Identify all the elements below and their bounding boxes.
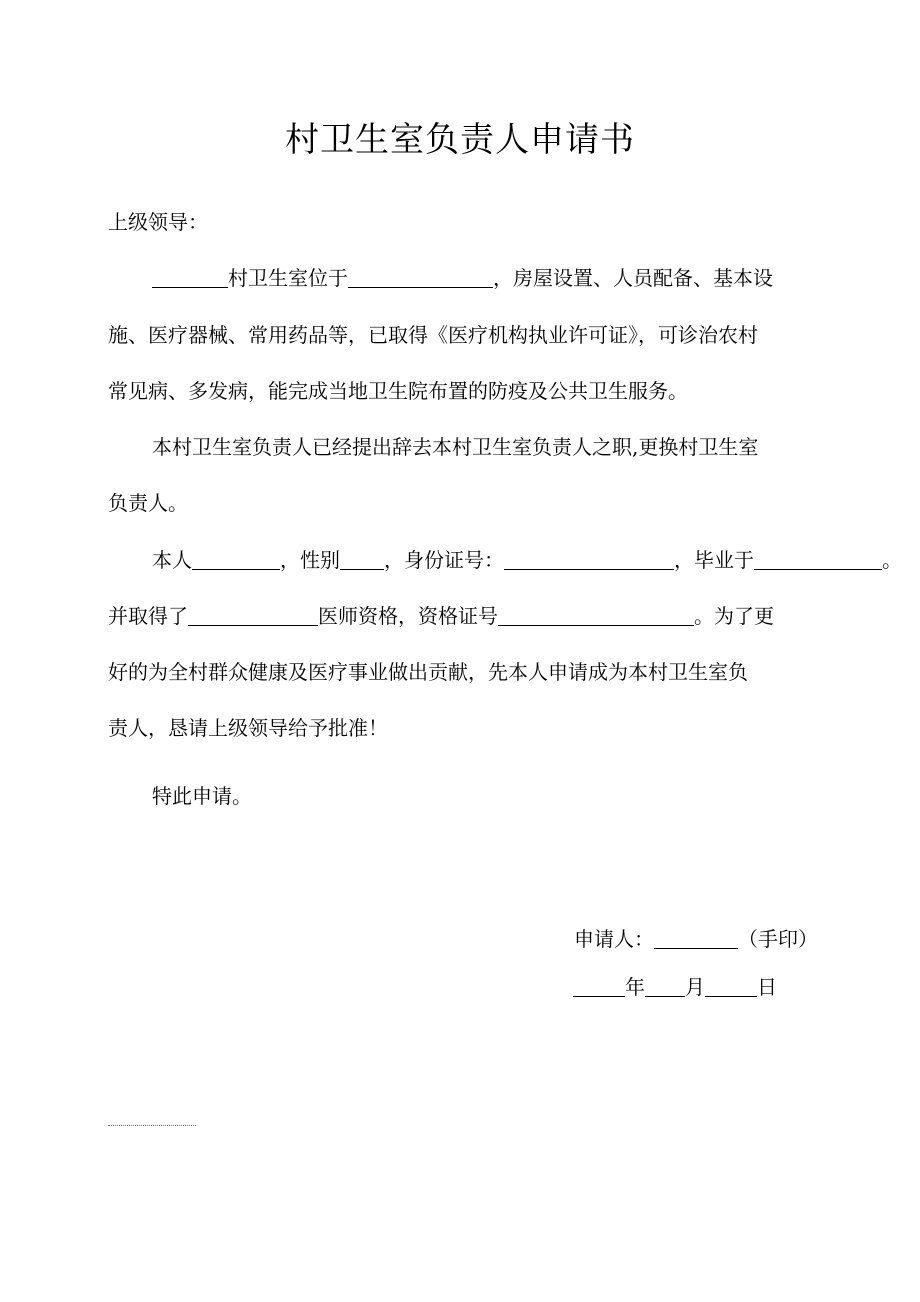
p3-text-f: 并取得了 [108, 604, 188, 628]
certificate-number-blank[interactable] [498, 603, 694, 626]
fingerprint-label: （手印） [738, 927, 818, 951]
paragraph-2-line-2: 负责人。 [108, 491, 188, 515]
paragraph-3-line-2 [0, 602, 920, 630]
p1-text-a: 村卫生室位于 [228, 266, 348, 290]
paragraph-1-line-1 [0, 264, 920, 292]
p1-text-b: ，房屋设置、人员配备、基本设 [493, 266, 773, 290]
year-blank[interactable] [573, 974, 625, 997]
name-blank[interactable] [192, 547, 280, 570]
day-label: 日 [757, 975, 777, 999]
applicant-label: 申请人： [574, 927, 654, 951]
paragraph-3-line-4: 责人，恳请上级领导给予批准！ [108, 716, 388, 740]
closing: 特此申请。 [152, 784, 252, 808]
graduated-from-blank[interactable] [754, 547, 882, 570]
p3-text-a: 本人 [152, 548, 192, 572]
p3-text-e: 。 [882, 548, 902, 572]
month-label: 月 [685, 975, 705, 999]
location-blank[interactable] [348, 265, 493, 288]
paragraph-1-line-3: 常见病、多发病，能完成当地卫生院布置的防疫及公共卫生服务。 [108, 379, 688, 403]
applicant-blank[interactable] [654, 926, 738, 949]
p3-text-c: ，身份证号： [384, 548, 504, 572]
paragraph-2-line-1: 本村卫生室负责人已经提出辞去本村卫生室负责人之职,更换村卫生室 [152, 435, 759, 459]
applicant-line [0, 925, 920, 953]
paragraph-3-line-1 [0, 546, 920, 574]
gender-blank[interactable] [340, 547, 384, 570]
month-blank[interactable] [645, 974, 685, 997]
document-title: 村卫生室负责人申请书 [285, 120, 635, 160]
p3-text-h: 。为了更 [694, 604, 774, 628]
year-label: 年 [625, 975, 645, 999]
day-blank[interactable] [705, 974, 757, 997]
village-name-blank[interactable] [152, 265, 228, 288]
date-line [0, 973, 920, 1001]
footnote-separator [108, 1125, 196, 1126]
paragraph-1-line-2: 施、医疗器械、常用药品等，已取得《医疗机构执业许可证》，可诊治农村 [108, 323, 758, 347]
p3-text-d: ，毕业于 [674, 548, 754, 572]
p3-text-g: 医师资格，资格证号 [318, 604, 498, 628]
salutation: 上级领导： [108, 210, 208, 234]
paragraph-3-line-3: 好的为全村群众健康及医疗事业做出贡献，先本人申请成为本村卫生室负 [108, 660, 748, 684]
qualification-blank[interactable] [188, 603, 318, 626]
id-number-blank[interactable] [504, 547, 674, 570]
p3-text-b: ，性别 [280, 548, 340, 572]
